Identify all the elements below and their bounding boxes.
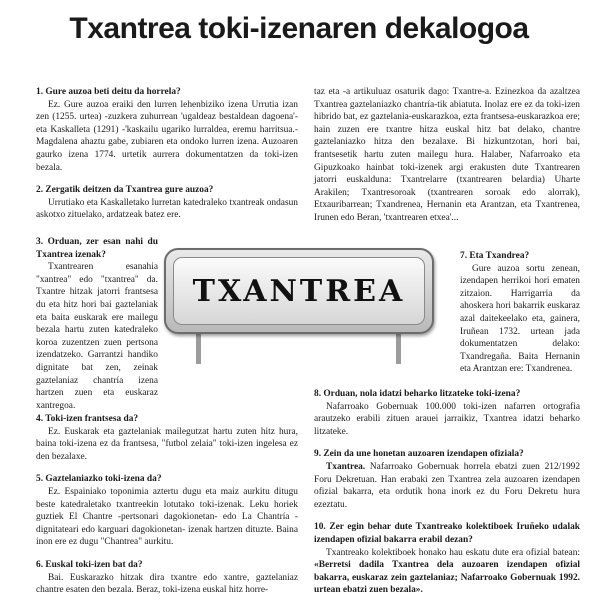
- street-sign: [164, 248, 434, 334]
- answer-8: Nafarroako Gobernuak 100.000 toki-izen nafarren ortografia arautzeko erabili zituen arauei jarraikiz, Txantrea idatzi beharko litzateke.: [314, 401, 580, 437]
- answer-10-text: Txantreako kolektiboek honako hau eskatu dute era ofizial batean:: [326, 547, 580, 558]
- answer-6-continued: taz eta -a artikuluaz osaturik dago: Txantre-a. Ezinezkoa da azaltzea Txantrea gaztelaniazko chantría-tik abiatuta. Inolaz ere ez da toki-izen hibrido bat, ez gaztelania-euskarazkoa, ezta frantsesa-euskarazkoa ere; hain zuzen ere txantre hitza euskal hitz bat delako, chantre gaztelaniazko hitza den bezalaxe. Bi hizkuntzotan, hori bai, frantsesetik hartu zuten mailegu hura. Halaber, Nafarroako eta Gipuzkoako hainbat toki-izenek argi erakusten dute Txantrearen jatorri euskalduna: Txantrelarre (txantrearen belardia) Uharte Arakilen; Txantresoroak (txantrearen soroak edo alorrak), Etxauribarrean; Txandrenea, Hernanin eta Arantzan, eta Txantrenea, Irunen edo Beran, 'txantrearen etxea'...: [314, 87, 580, 223]
- question-7-heading: 7. Eta Txandrea?: [460, 251, 530, 261]
- question-10-heading: 10. Zer egin behar dute Txantreako kolektiboek Iruñeko udalak izendapen ofizial bakarra erabil dezan?: [314, 522, 580, 545]
- left-column-bottom: [36, 413, 298, 597]
- street-sign-text: TXANTREA: [192, 273, 406, 309]
- question-9-heading: 9. Zein da une honetan auzoaren izendapen ofiziala?: [314, 449, 524, 460]
- answer-9: [314, 461, 580, 511]
- answer-6: Bai. Euskarazko hitzak dira txantre edo xantre, gaztelaniaz chantre esaten den bezala. Beraz, toki-izena euskal hitz horre-: [36, 572, 298, 596]
- answer-9-lead: Txantrea.: [326, 461, 366, 472]
- answer-4: Ez. Euskarak eta gaztelaniak mailegutzat hartu zuten hitz hura, baina toki-izena ez da frantsesa, "futbol zelaia" toki-izen ingelesa ez den bezalaxe.: [36, 426, 298, 462]
- answer-1: Ez. Gure auzoa eraiki den lurren lehenbiziko izena Urrutia izan zen (1255. urtea) -zuzkera zuhurrean 'ugaldeaz bestaldean dagoena'- eta Kaskalleta (1291) -'kaskailu ugariko lurraldea, eremu harritsua.- Magdalena ahaztu gabe, zubiaren eta ondoko lurren izena. Auzoaren gaurko izena 1774. urtetik aurrera dokumentatzen da toki-izen bezala.: [36, 99, 298, 173]
- left-column-narrow: [36, 236, 158, 412]
- right-column-top: [314, 86, 580, 225]
- answer-2: Urrutiako eta Kaskalletako lurretan katedraleko txantreak ondasun askotxo zituelako, ardatzeak batez ere.: [36, 197, 298, 221]
- answer-9-text: Nafarroako Gobernuak horrela ebatzi zuen 212/1992 Foru Dekretuan. Han erabaki zen Txantrea zela auzoaren izendapen ofizial bakarra, eta ordutik hona inork ez du Foru Dekretu hura ezeztatu.: [314, 461, 581, 510]
- answer-10: [314, 547, 580, 597]
- question-6-heading: 6. Euskal toki-izen bat da?: [36, 559, 143, 570]
- question-8-heading: 8. Orduan, nola idatzi beharko litzateke toki-izena?: [314, 389, 521, 399]
- right-column-narrow: [460, 250, 580, 376]
- left-column-top: [36, 86, 298, 222]
- answer-10-quote: «Berretsi dadila Txantrea dela auzoaren izendapen ofizial bakarra, euskaraz zein gaztelaniaz; Nafarroako Gobernuak 1992. urtean ebatzi zuen bezala».: [314, 560, 580, 596]
- page-title: Txantrea toki-izenaren dekalogoa: [69, 12, 529, 45]
- answer-5: Ez. Espainiako toponimia aztertu dugu eta maiz aurkitu ditugu beste katedraletako txantreekin lotutako toki-izenak. Leku horiek guztiek El Chantre -pertsonari dagokionetan- edo La Chantría -dignitateari edo karguari dagokionetan- izenak hartzen dituzte. Baina inon ere ez dugu "Chantrea" aurkitu.: [36, 486, 298, 548]
- question-4-heading: 4. Toki-izen frantsesa da?: [36, 414, 139, 424]
- answer-3: Txantrearen esanahia "xantrea" edo "txantrea" da. Txantre hitzak jatorri frantsesa du eta hitz hori bai gaztelaniak eta baita euskarak ere mailegu bezala hartu zuten katedraleko koroa zuzentzen zuen pertsona izendatzeko. Garrantzi handiko dignitate bat zen, zeinak gaztelaniaz chantría izena hartzen zuen eta euskaraz xantregoa.: [36, 262, 158, 411]
- answer-7: Gure auzoa sortu zenean, izendapen herrikoi hori ematen zitzaion. Harrigarria da ahoskera hori bakarrik euskaraz azal daitekeelako eta, gainera, Iruñean 1732. urtean jada dokumentatzen delako: Txandregaña. Baita Hernanin eta Arantzan ere: Txandrenea.: [460, 263, 580, 375]
- street-sign-image: [160, 244, 438, 364]
- question-5-heading: 5. Gaztelaniazko toki-izena da?: [36, 474, 162, 485]
- question-1-heading: 1. Gure auzoa beti deitu da horrela?: [36, 87, 181, 97]
- question-2-heading: 2. Zergatik deitzen da Txantrea gure auzoa?: [36, 185, 214, 196]
- right-column-bottom: [314, 388, 580, 597]
- question-3-heading: 3. Orduan, zer esan nahi du Txantrea izenak?: [36, 237, 158, 260]
